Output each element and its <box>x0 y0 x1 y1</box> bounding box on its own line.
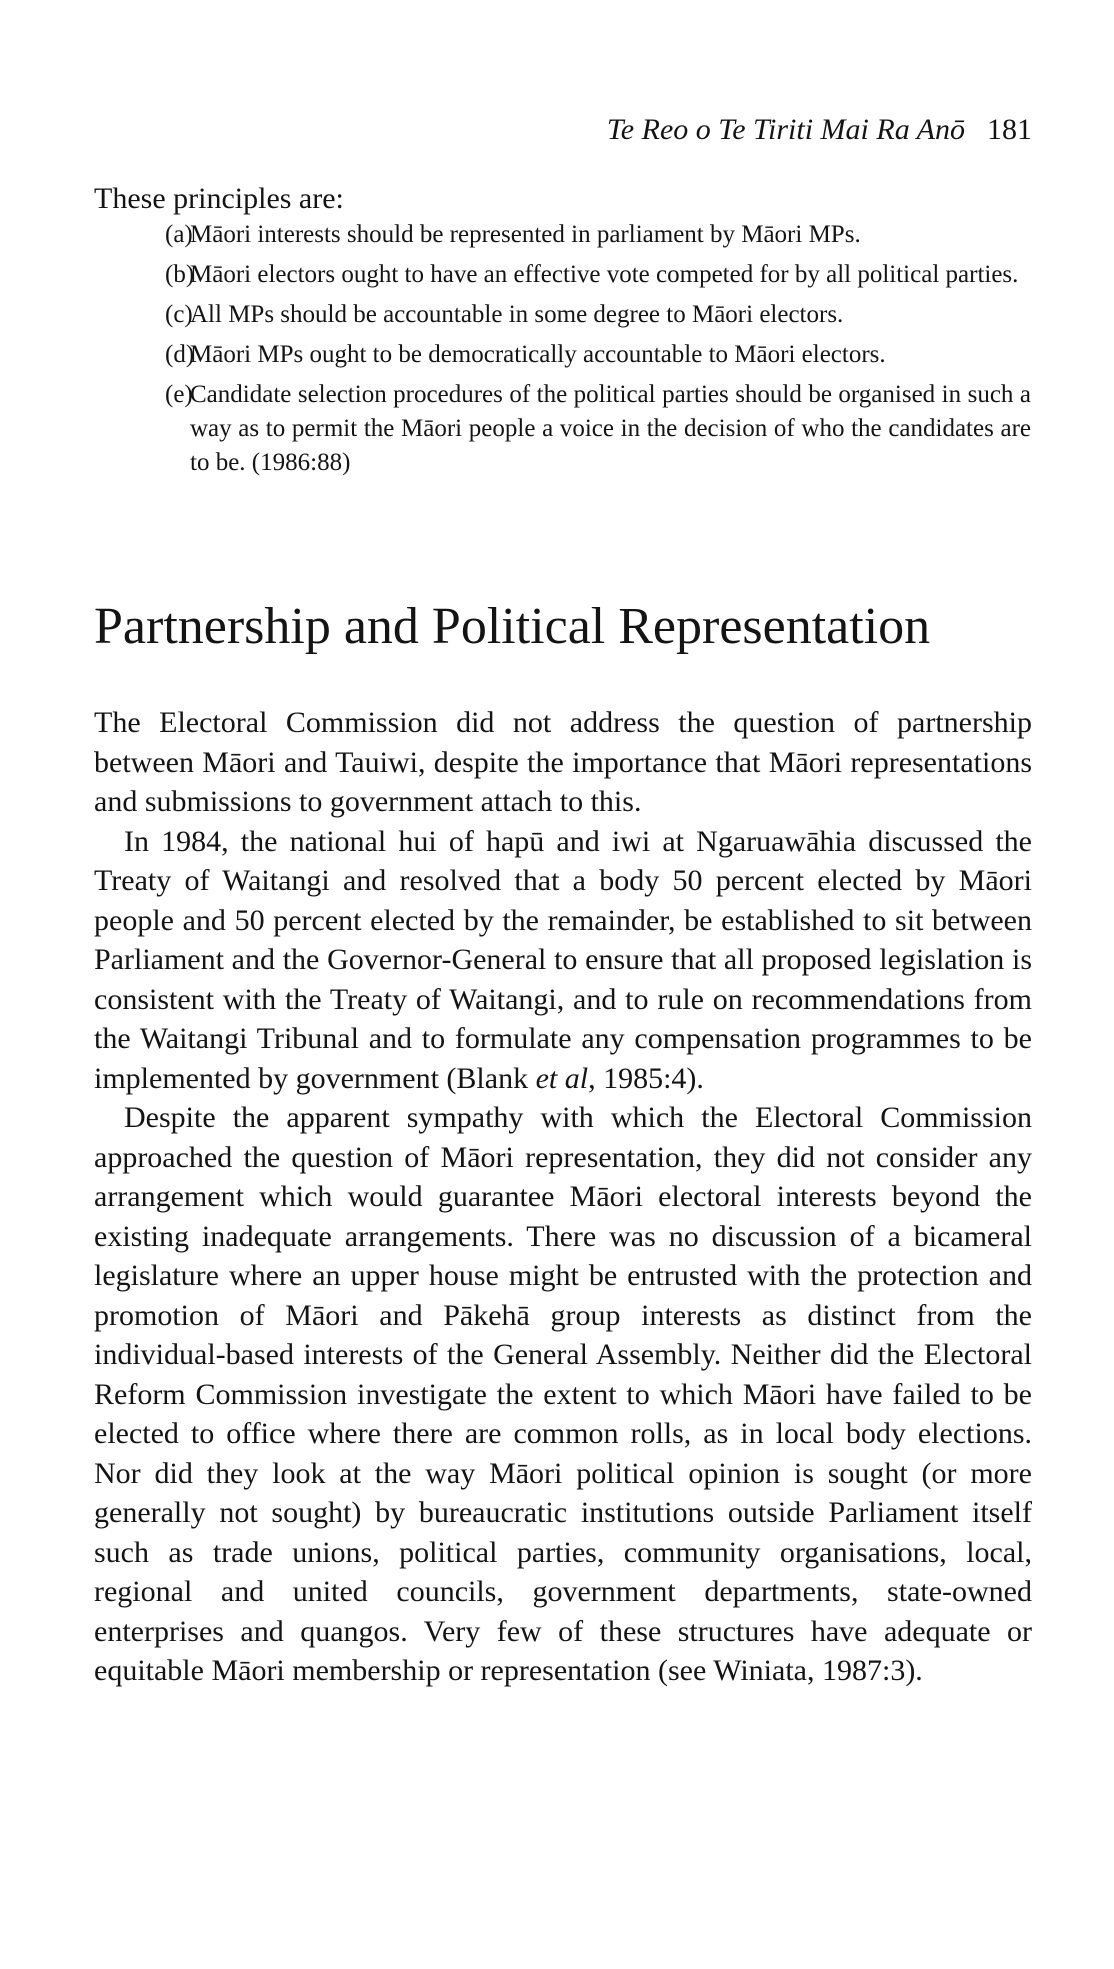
running-title: Te Reo o Te Tiriti Mai Ra Anō <box>606 113 965 146</box>
principle-letter: (c) <box>165 301 193 328</box>
principle-text: Māori electors ought to have an effective vote competed for by all political parties. <box>190 261 1019 288</box>
citation-et-al: et al <box>535 1061 589 1095</box>
principles-list <box>165 218 1031 486</box>
principle-text: All MPs should be accountable in some degree to Māori electors. <box>190 301 844 328</box>
principle-text: Candidate selection procedures of the political parties should be organised in such a way as to permit the Māori people a voice in the decision of who the candidates are to be. (1986:88) <box>190 381 1031 476</box>
principle-item <box>165 338 1031 372</box>
paragraph-1: The Electoral Commission did not address the question of partnership between Māori and Tauiwi, despite the importance that Māori representations and submissions to government attach to this. <box>94 706 1032 818</box>
paragraph-3: Despite the apparent sympathy with which the Electoral Commission approached the question of Māori representation, they did not consider any arrangement which would guarantee Māori electoral interests beyond the existing inadequate arrangements. There was no discussion of a bicameral legislature where an upper house might be entrusted with the protection and promotion of Māori and Pākehā group interests as distinct from the individual-based interests of the General Assembly. Neither did the Electoral Reform Commission investigate the extent to which Māori have failed to be elected to office where there are common rolls, as in local body elections. Nor did they look at the way Māori political opinion is sought (or more generally not sought) by bureaucratic institutions outside Parliament itself such as trade unions, political parties, community organisations, local, regional and united councils, government departments, state-owned enterprises and quangos. Very few of these structures have adequate or equitable Māori membership or representation (see Winiata, 1987:3). <box>94 1101 1032 1687</box>
principle-item <box>165 218 1031 252</box>
body-text <box>94 703 1032 1691</box>
running-head <box>530 110 1032 150</box>
paragraph-2-citation-end: , 1985:4). <box>588 1061 704 1095</box>
principle-item <box>165 378 1031 480</box>
principle-letter: (d) <box>165 341 195 368</box>
principle-letter: (a) <box>165 221 193 248</box>
principle-item <box>165 258 1031 292</box>
paragraph-2 <box>94 822 1032 1099</box>
page-number: 181 <box>987 113 1032 146</box>
principle-text: Māori interests should be represented in parliament by Māori MPs. <box>190 221 861 248</box>
principle-letter: (b) <box>165 261 195 288</box>
principle-text: Māori MPs ought to be democratically accountable to Māori electors. <box>190 341 886 368</box>
principle-item <box>165 298 1031 332</box>
section-heading: Partnership and Political Representation <box>94 598 931 655</box>
principles-intro: These principles are: <box>94 182 344 215</box>
principle-letter: (e) <box>165 381 193 408</box>
paragraph-2-text: In 1984, the national hui of hapū and iwi at Ngaruawāhia discussed the Treaty of Waitangi and resolved that a body 50 percent elected by Māori people and 50 percent elected by the remainder, be established to sit between Parliament and the Governor-General to ensure that all proposed legislation is consistent with the Treaty of Waitangi, and to rule on recommendations from the Waitangi Tribunal and to formulate any compensation programmes to be implemented by government (Blank <box>94 824 1032 1095</box>
